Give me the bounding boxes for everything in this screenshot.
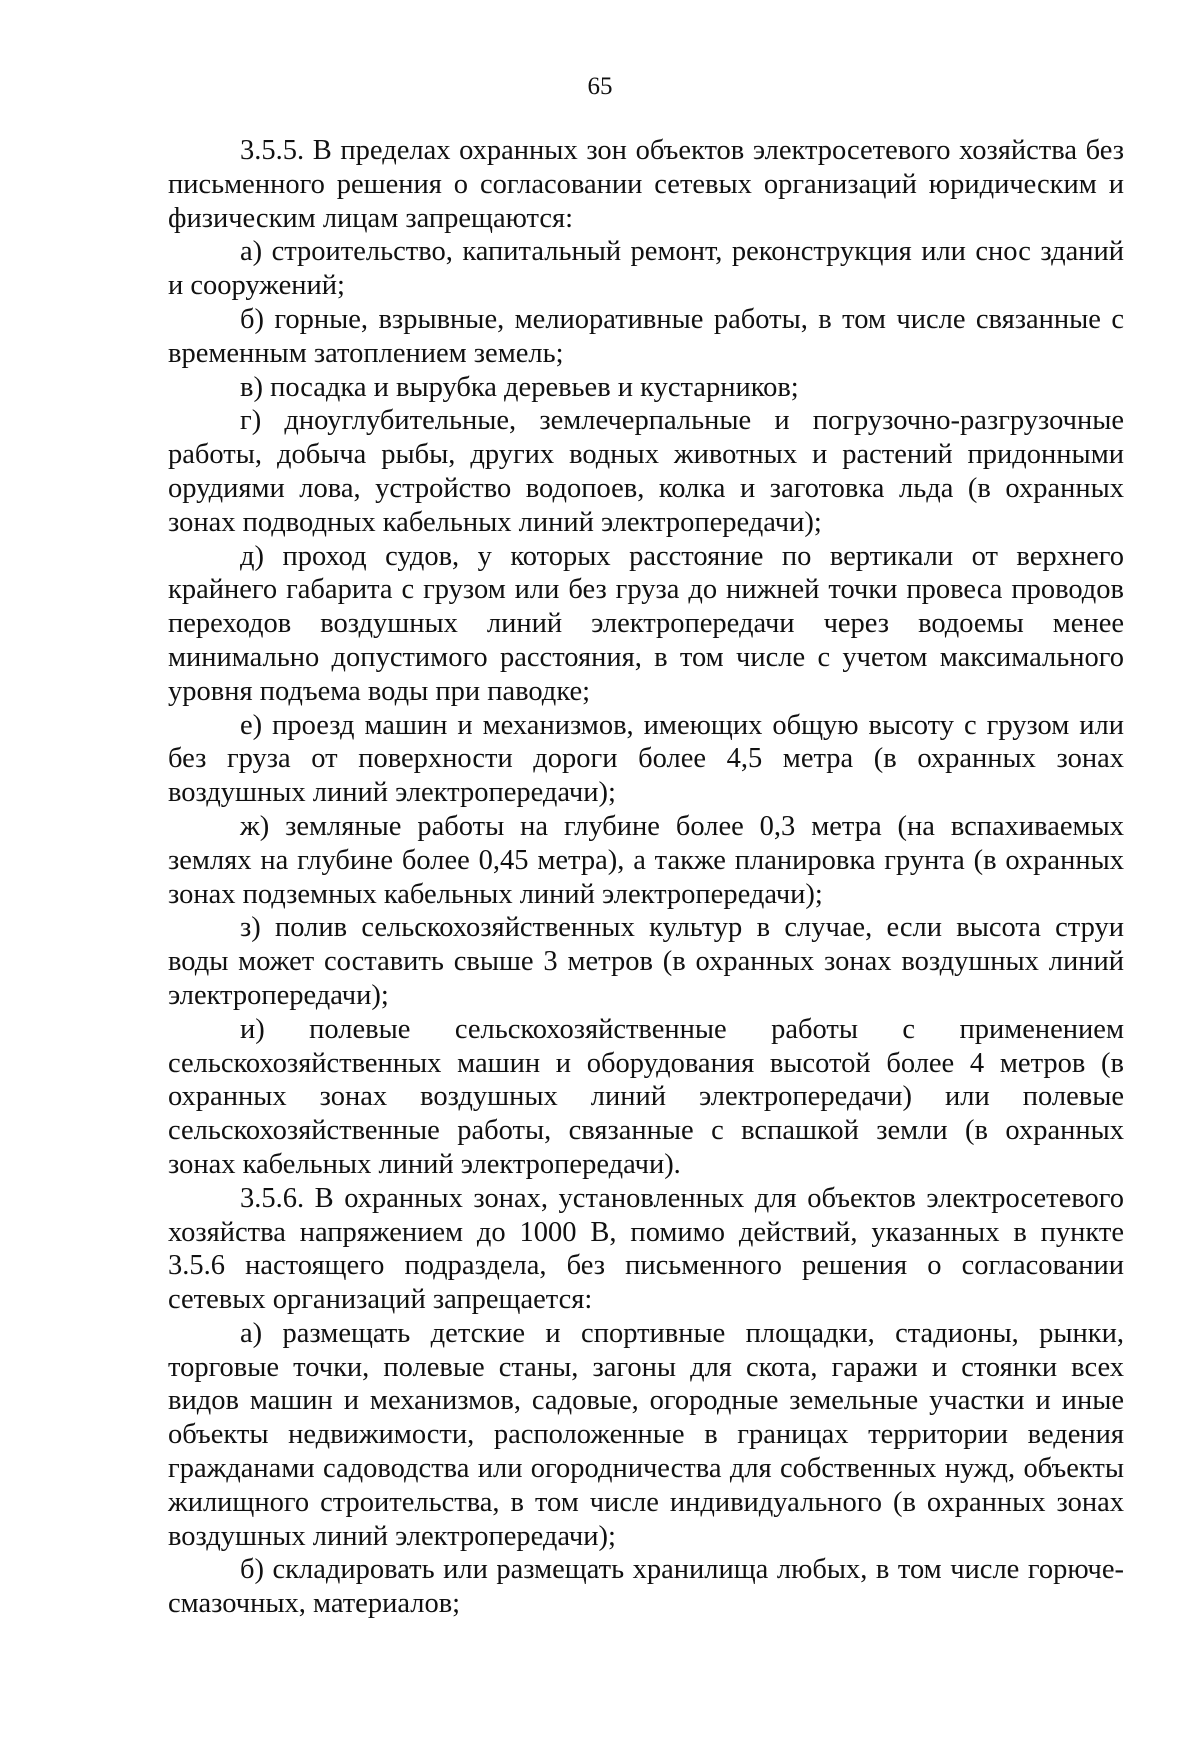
list-item-d: д) проход судов, у которых расстояние по вертикали от верхнего крайнего габарита с грузом или без груза до нижней точки провеса проводов переходов воздушных линий электропередачи через водоемы менее минимально допустимого расстояния, в том числе с учетом максимального уровня подъема воды при паводке; [168, 540, 1124, 707]
list-item-z: з) полив сельскохозяйственных культур в случае, если высота струи воды может составить свыше 3 метров (в охранных зонах воздушных линий электропередачи); [168, 912, 1124, 1011]
list-item-b-3-5-6: б) складировать или размещать хранилища любых, в том числе горюче-смазочных, материалов; [168, 1554, 1124, 1620]
list-item-i: и) полевые сельскохозяйственные работы с применением сельскохозяйственных машин и оборудования высотой более 4 метров (в охранных зонах воздушных линий электропередачи) или полевые сельскохозяйственные работы, связанные с вспашкой земли (в охранных зонах кабельных линий электропередачи). [168, 1013, 1124, 1180]
list-item-a: а) строительство, капитальный ремонт, реконструкция или снос зданий и сооружений; [168, 236, 1124, 302]
document-body [168, 134, 1124, 1621]
list-item-zh: ж) земляные работы на глубине более 0,3 метра (на вспахиваемых землях на глубине более 0,45 метра), а также планировка грунта (в охранных зонах подземных кабельных линий электропередачи); [168, 810, 1124, 910]
list-item-b: б) горные, взрывные, мелиоративные работы, в том числе связанные с временным затоплением земель; [168, 303, 1124, 369]
list-item-v: в) посадка и вырубка деревьев и кустарников; [240, 371, 799, 403]
page-number: 65 [587, 73, 613, 100]
paragraph-3-5-5-intro: 3.5.5. В пределах охранных зон объектов электросетевого хозяйства без письменного решения о согласовании сетевых организаций юридическим и физическим лицам запрещаются: [168, 135, 1124, 234]
list-item-a-3-5-6: а) размещать детские и спортивные площадки, стадионы, рынки, торговые точки, полевые станы, загоны для скота, гаражи и стоянки всех видов машин и механизмов, садовые, огородные земельные участки и иные объекты недвижимости, расположенные в границах территории ведения гражданами садоводства или огородничества для собственных нужд, объекты жилищного строительства, в том числе индивидуального (в охранных зонах воздушных линий электропередачи); [168, 1317, 1124, 1552]
list-item-g: г) дноуглубительные, землечерпальные и погрузочно-разгрузочные работы, добыча рыбы, других водных животных и растений придонными орудиями лова, устройство водопоев, колка и заготовка льда (в охранных зонах подводных кабельных линий электропередачи); [168, 405, 1124, 538]
paragraph-3-5-6-intro: 3.5.6. В охранных зонах, установленных для объектов электросетевого хозяйства напряжением до 1000 В, помимо действий, указанных в пункте 3.5.6 настоящего подраздела, без письменного решения о согласовании сетевых организаций запрещается: [168, 1182, 1124, 1316]
list-item-e: е) проезд машин и механизмов, имеющих общую высоту с грузом или без груза от поверхности дороги более 4,5 метра (в охранных зонах воздушных линий электропередачи); [168, 709, 1124, 809]
